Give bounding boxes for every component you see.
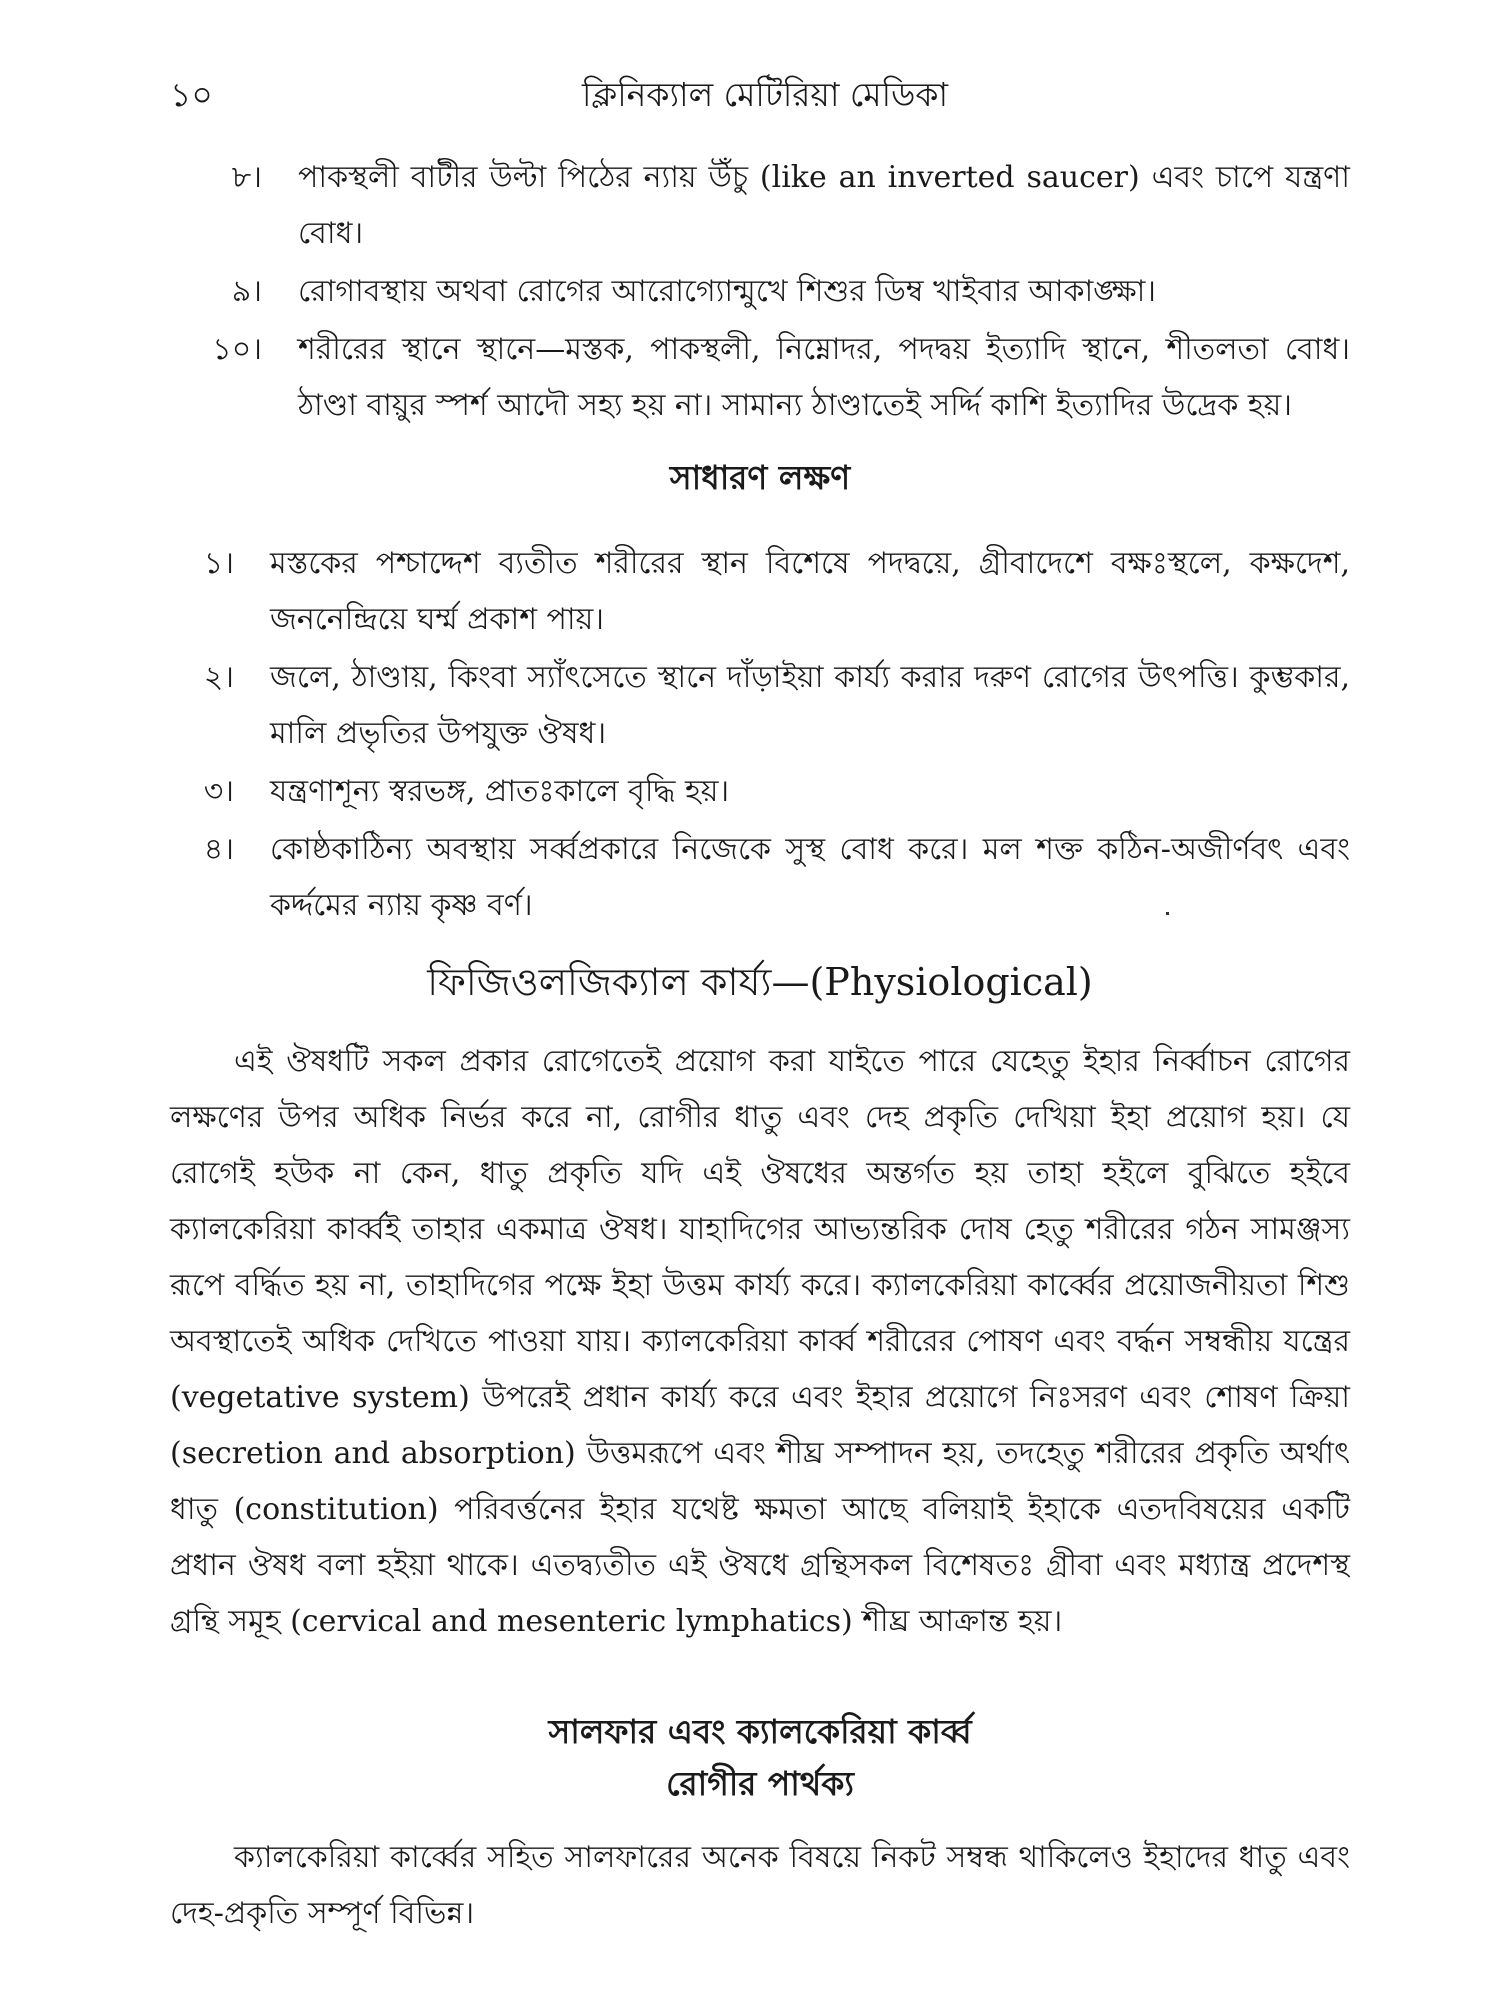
list-item bbox=[170, 650, 1350, 762]
general-symptoms-list bbox=[170, 536, 1350, 934]
list-item bbox=[170, 822, 1350, 934]
book-title: ক্লিনিক্যাল মেটিরিয়া মেডিকা bbox=[581, 75, 949, 114]
physiological-paragraph: এই ঔষধটি সকল প্রকার রোগেতেই প্রয়োগ করা যাইতে পারে যেহেতু ইহার নির্ব্বাচন রোগের লক্ষণের উপর অধিক নির্ভর করে না, রোগীর ধাতু এবং দেহ প্রকৃতি দেখিয়া ইহা প্রয়োগ হয়। যে রোগেই হউক না কেন, ধাতু প্রকৃতি যদি এই ঔষধের অন্তর্গত হয় তাহা হইলে বুঝিতে হইবে ক্যালকেরিয়া কার্ব্বই তাহার একমাত্র ঔষধ। যাহাদিগের আভ্যন্তরিক দোষ হেতু শরীরের গঠন সামঞ্জস্য রূপে বর্দ্ধিত হয় না, তাহাদিগের পক্ষে ইহা উত্তম কার্য্য করে। ক্যালকেরিয়া কার্ব্বের প্রয়োজনীয়তা শিশু অবস্থাতেই অধিক দেখিতে পাওয়া যায়। ক্যালকেরিয়া কার্ব্ব শরীরের পোষণ এবং বর্দ্ধন সম্বন্ধীয় যন্ত্রের (vegetative system) উপরেই প্রধান কার্য্য করে এবং ইহার প্রয়োগে নিঃসরণ এবং শোষণ ক্রিয়া (secretion and absorption) উত্তমরূপে এবং শীঘ্র সম্পাদন হয়, তদহেতু শরীরের প্রকৃতি অর্থাৎ ধাতু (constitution) পরিবর্ত্তনের ইহার যথেষ্ট ক্ষমতা আছে বলিয়াই ইহাকে এতদবিষয়ের একটি প্রধান ঔষধ বলা হইয়া থাকে। এতদ্ব্যতীত এই ঔষধে গ্রন্থিসকল বিশেষতঃ গ্রীবা এবং মধ্যান্ত্র প্রদেশস্থ গ্রন্থি সমূহ (cervical and mesenteric lymphatics) শীঘ্র আক্রান্ত হয়। bbox=[170, 1044, 1350, 1639]
list-item bbox=[170, 264, 1350, 320]
item-text: কোষ্ঠকাঠিন্য অবস্থায় সর্ব্বপ্রকারে নিজেকে সুস্থ বোধ করে। মল শক্ত কঠিন-অজীর্ণবৎ এবং কর্দ্দমের ন্যায় কৃষ্ণ বর্ণ। bbox=[270, 832, 1350, 923]
list-item bbox=[170, 764, 1350, 820]
continued-symptom-list bbox=[170, 150, 1350, 434]
item-number: ১। bbox=[203, 546, 234, 581]
item-number: ৩। bbox=[203, 774, 234, 809]
page-content bbox=[170, 150, 1350, 1942]
comparison-heading bbox=[170, 1706, 1350, 1810]
item-number: ৯। bbox=[231, 274, 262, 309]
item-number: ৪। bbox=[203, 832, 234, 867]
list-item bbox=[170, 536, 1350, 648]
item-text: জলে, ঠাণ্ডায়, কিংবা স্যাঁৎসেতে স্থানে দাঁড়াইয়া কার্য্য করার দরুণ রোগের উৎপত্তি। কুম্ভকার, মালি প্রভৃতির উপযুক্ত ঔষধ। bbox=[270, 660, 1350, 751]
comparison-paragraph: ক্যালকেরিয়া কার্ব্বের সহিত সালফারের অনেক বিষয়ে নিকট সম্বন্ধ থাকিলেও ইহাদের ধাতু এবং দেহ-প্রকৃতি সম্পূর্ণ বিভিন্ন। bbox=[170, 1840, 1350, 1931]
item-number: ৮। bbox=[231, 160, 262, 195]
item-text: রোগাবস্থায় অথবা রোগের আরোগ্যোন্মুখে শিশুর ডিম্ব খাইবার আকাঙ্ক্ষা। bbox=[298, 274, 1157, 309]
running-header bbox=[170, 70, 1360, 120]
list-item bbox=[170, 150, 1350, 262]
item-text: যন্ত্রণাশূন্য স্বরভঙ্গ, প্রাতঃকালে বৃদ্ধি হয়। bbox=[270, 774, 730, 809]
item-text: শরীরের স্থানে স্থানে—মস্তক, পাকস্থলী, নিম্নোদর, পদদ্বয় ইত্যাদি স্থানে, শীতলতা বোধ। ঠাণ্ডা বায়ুর স্পর্শ আদৌ সহ্য হয় না। সামান্য ঠাণ্ডাতেই সর্দ্দি কাশি ইত্যাদির উদ্রেক হয়। bbox=[298, 332, 1350, 423]
item-number: ২। bbox=[203, 660, 234, 695]
comparison-heading-line-2: রোগীর পার্থক্য bbox=[666, 1764, 854, 1803]
physiological-heading: ফিজিওলজিক্যাল কার্য্য—(Physiological) bbox=[427, 960, 1093, 1004]
general-symptoms-heading: সাধারণ লক্ষণ bbox=[669, 458, 851, 497]
item-text: পাকস্থলী বাটীর উল্টা পিঠের ন্যায় উঁচু (like an inverted saucer) এবং চাপে যন্ত্রণা বোধ। bbox=[298, 160, 1350, 251]
page-number: ১০ bbox=[170, 75, 213, 114]
list-item bbox=[170, 322, 1350, 434]
item-text: মস্তকের পশ্চাদ্দেশ ব্যতীত শরীরের স্থান বিশেষে পদদ্বয়ে, গ্রীবাদেশে বক্ষঃস্থলে, কক্ষদেশ, জননেন্দ্রিয়ে ঘর্ম্ম প্রকাশ পায়। bbox=[270, 546, 1350, 637]
item-number: ১০। bbox=[212, 332, 262, 367]
comparison-heading-line-1: সালফার এবং ক্যালকেরিয়া কার্ব্ব bbox=[548, 1712, 972, 1751]
